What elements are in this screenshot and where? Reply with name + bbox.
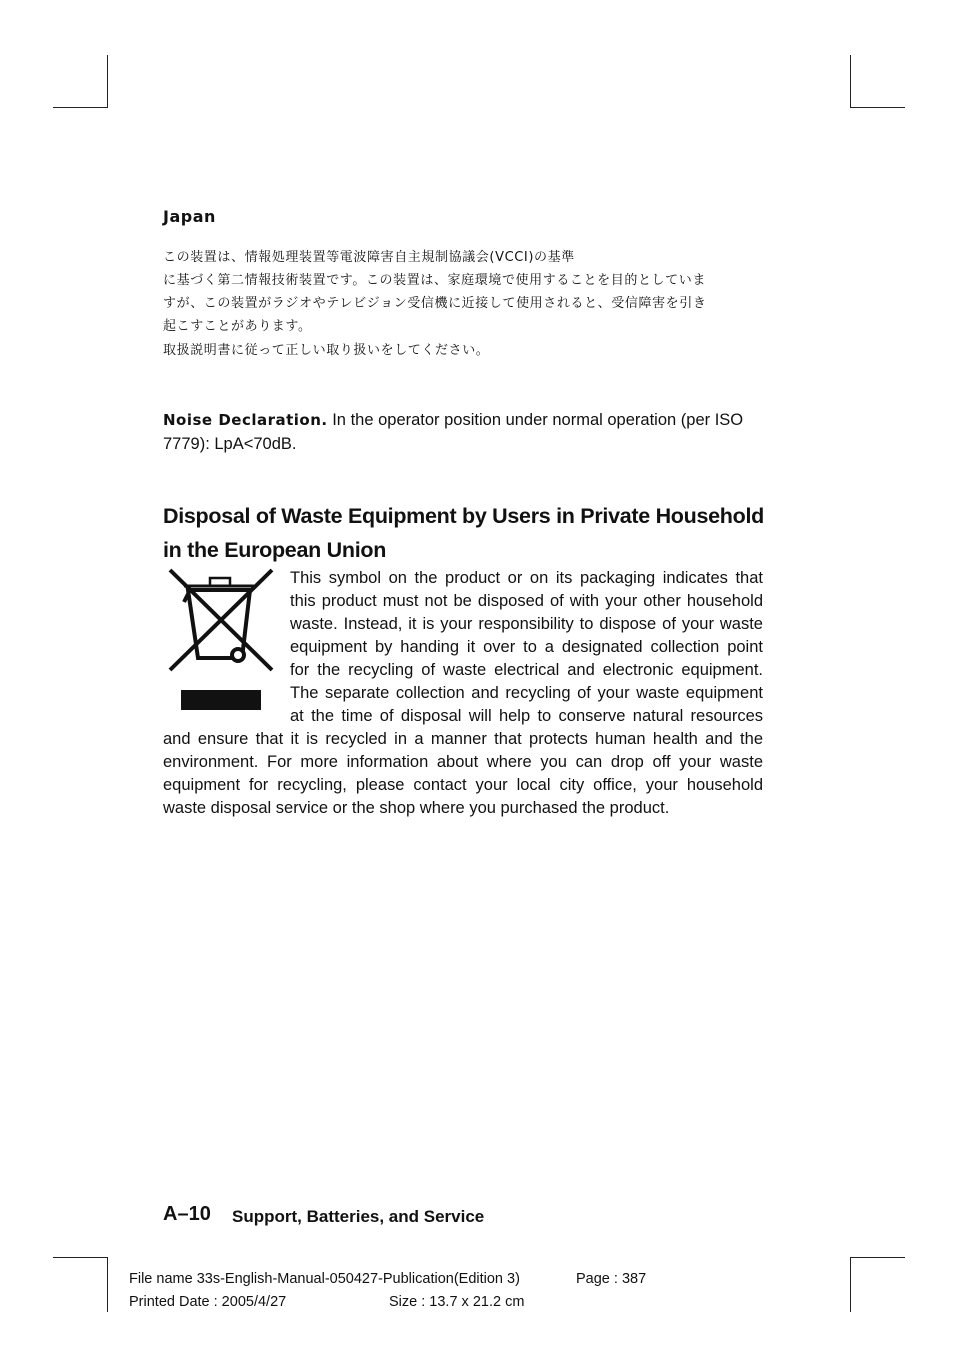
disposal-text-line: and ensure that it is recycled in a manner that protects human health and the — [163, 730, 763, 748]
disposal-text-line: environment. For more information about where you can drop off your waste — [163, 753, 763, 771]
printed-date: Printed Date : 2005/4/27 — [129, 1294, 287, 1310]
crop-mark-bottom-left-vertical — [107, 1257, 108, 1312]
print-page: Page : 387 — [576, 1271, 647, 1287]
noise-declaration-text: In the operator position under normal operation (per ISO 7779): LpA<70dB. — [163, 411, 744, 453]
japan-text-line: 起こすことがあります。 — [163, 319, 312, 334]
page-number: A–10 — [163, 1203, 211, 1225]
disposal-title: Disposal of Waste Equipment by Users in Private Household in the European Union — [163, 504, 764, 562]
print-size: Size : 13.7 x 21.2 cm — [389, 1294, 525, 1310]
crop-mark-bottom-right-vertical — [850, 1257, 851, 1312]
disposal-text-line: The separate collection and recycling of your waste equipment — [290, 684, 763, 702]
disposal-text-line: This symbol on the product or on its packaging indicates that — [290, 569, 763, 587]
japan-text-line: この装置は、情報処理装置等電波障害自主規制協議会(VCCI)の基準 — [163, 250, 575, 265]
crop-mark-top-right-vertical — [850, 55, 851, 108]
crop-mark-bottom-left-horizontal — [53, 1257, 108, 1258]
disposal-text-line: for the recycling of waste electrical and electronic equipment. — [290, 661, 763, 679]
japan-text-line: に基づく第二情報技術装置です。この装置は、家庭環境で使用することを目的としていま — [163, 273, 706, 288]
crossed-out-wheeled-bin-icon — [166, 566, 278, 714]
crop-mark-top-left-vertical — [107, 55, 108, 108]
japan-text-line: すが、この装置がラジオやテレビジョン受信機に近接して使用されると、受信障害を引き — [163, 296, 707, 311]
disposal-text-line: this product must not be disposed of with your other household — [290, 592, 763, 610]
disposal-text-line: equipment for recycling, please contact your local city office, your household — [163, 776, 763, 794]
disposal-text-line: waste disposal service or the shop where you purchased the product. — [163, 799, 670, 817]
disposal-text-line: waste. Instead, it is your responsibility to dispose of your waste — [290, 615, 763, 633]
chapter-title: Support, Batteries, and Service — [232, 1207, 485, 1226]
crop-mark-top-right-horizontal — [850, 107, 905, 108]
disposal-text-line: equipment by handing it over to a designated collection point — [290, 638, 763, 656]
japan-text-line: 取扱説明書に従って正しい取り扱いをしてください。 — [163, 343, 490, 358]
crop-mark-bottom-right-horizontal — [850, 1257, 905, 1258]
noise-declaration — [163, 408, 773, 456]
japan-heading: Japan — [163, 207, 216, 226]
noise-declaration-lead: Noise Declaration. — [163, 411, 328, 429]
crop-mark-top-left-horizontal — [53, 107, 108, 108]
disposal-text-line: at the time of disposal will help to conserve natural resources — [290, 707, 763, 725]
file-name: File name 33s-English-Manual-050427-Publication(Edition 3) — [129, 1271, 520, 1287]
